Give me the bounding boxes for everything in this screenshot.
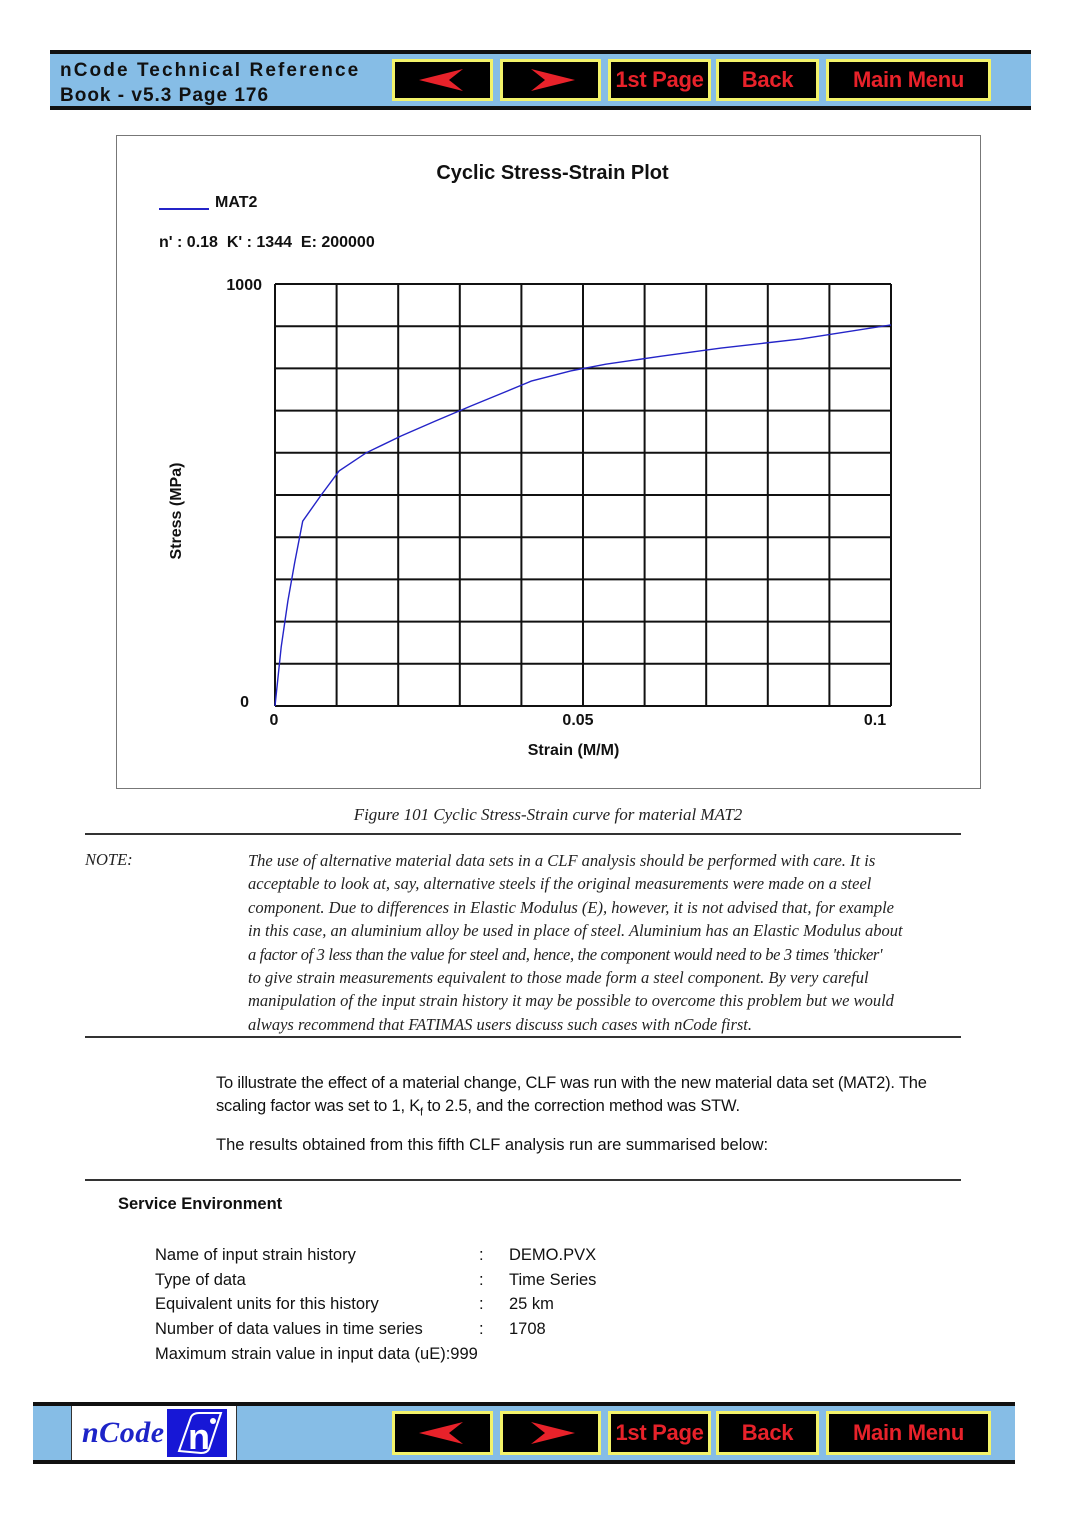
row-key: Equivalent units for this history	[155, 1295, 379, 1314]
next-page-button[interactable]	[500, 59, 601, 101]
service-environment-table	[155, 1243, 596, 1366]
first-page-button[interactable]	[608, 59, 711, 101]
first-page-label: 1st Page	[615, 1420, 704, 1445]
x-tick-mid: 0.05	[562, 712, 594, 729]
logo-wordmark: nCode	[82, 1416, 165, 1449]
intro-line-1: To illustrate the effect of a material change, CLF was run with the new material data set (MAT2). The	[216, 1074, 927, 1092]
main-menu-label: Main Menu	[853, 1420, 964, 1445]
ncode-logo[interactable]	[71, 1406, 237, 1460]
table-row	[155, 1317, 596, 1342]
arrow-left-icon	[417, 69, 469, 91]
chart-figure	[116, 135, 981, 789]
note-line: a factor of 3 less than the value for steel and, hence, the component would need to be 3 times 'thicker'	[248, 944, 883, 964]
note-top-divider	[85, 833, 961, 835]
note-line: component. Due to differences in Elastic Modulus (E), however, it is not advised that, for example	[248, 897, 894, 917]
note-body	[248, 849, 964, 1036]
footer-nav-bar	[33, 1402, 1015, 1464]
header-nav-bar	[50, 50, 1031, 110]
row-value: 1708	[509, 1319, 546, 1338]
note-line: always recommend that FATIMAS users discuss such cases with nCode first.	[248, 1014, 752, 1034]
document-title-line2: Book - v5.3 Page 176	[60, 85, 270, 106]
note-line: The use of alternative material data sets in a CLF analysis should be performed with care. It is	[248, 851, 876, 870]
row-separator: :	[479, 1270, 484, 1289]
main-menu-button-footer[interactable]	[826, 1411, 991, 1455]
arrow-right-icon	[525, 1422, 577, 1444]
row-separator: :	[479, 1245, 484, 1264]
x-tick-zero: 0	[269, 712, 279, 729]
back-label: Back	[741, 1420, 794, 1445]
back-button[interactable]	[716, 59, 819, 101]
note-bottom-divider	[85, 1036, 961, 1038]
y-axis-label: Stress (MPa)	[168, 462, 185, 560]
note-line: to give strain measurements equivalent to those made form a steel component. By very careful	[248, 968, 869, 988]
ncode-n-icon	[167, 1409, 227, 1457]
row-value: DEMO.PVX	[509, 1245, 597, 1264]
legend-label-mat2: MAT2	[215, 194, 258, 211]
main-menu-label: Main Menu	[853, 67, 964, 92]
x-axis-label: Strain (M/M)	[527, 742, 620, 759]
arrow-right-icon	[525, 69, 577, 91]
document-title-line1: nCode Technical Reference	[60, 60, 361, 81]
previous-page-button[interactable]	[392, 59, 493, 101]
arrow-left-icon	[417, 1422, 469, 1444]
row-key: Number of data values in time series	[155, 1319, 423, 1338]
note-label: NOTE:	[85, 850, 133, 869]
previous-page-button-footer[interactable]	[392, 1411, 493, 1455]
figure-caption: Figure 101 Cyclic Stress-Strain curve for material MAT2	[353, 805, 743, 824]
table-row	[155, 1342, 596, 1367]
svg-text:n: n	[187, 1416, 210, 1455]
back-label: Back	[741, 67, 794, 92]
first-page-label: 1st Page	[615, 67, 704, 92]
row-value: 25 km	[509, 1295, 554, 1314]
row-value: Time Series	[509, 1270, 597, 1289]
results-intro-paragraph: The results obtained from this fifth CLF analysis run are summarised below:	[216, 1136, 769, 1154]
service-environment-heading: Service Environment	[118, 1195, 283, 1213]
back-button-footer[interactable]	[716, 1411, 819, 1455]
note-line: manipulation of the input strain history it may be possible to overcome this problem but we would	[248, 991, 894, 1011]
kf-subscript: f	[420, 1106, 423, 1119]
note-line: acceptable to look at, say, alternative steels if the original measurements were made on a steel	[248, 874, 872, 894]
intro-line-2	[216, 1095, 1016, 1124]
document-title	[60, 58, 360, 108]
intro-paragraph	[216, 1072, 1016, 1124]
x-tick-max: 0.1	[863, 712, 887, 729]
table-row	[155, 1292, 596, 1317]
row-separator: :	[479, 1319, 484, 1338]
y-tick-zero: 0	[240, 694, 249, 711]
section-divider	[85, 1179, 961, 1181]
next-page-button-footer[interactable]	[500, 1411, 601, 1455]
y-tick-max: 1000	[226, 277, 262, 294]
row-separator: :	[479, 1295, 484, 1314]
chart-title: Cyclic Stress-Strain Plot	[436, 162, 669, 184]
table-row	[155, 1268, 596, 1293]
intro-line-2a: scaling factor was set to 1, K	[216, 1097, 421, 1115]
row-full-text: Maximum strain value in input data (uE):999	[155, 1344, 478, 1363]
material-parameters: n' : 0.18 K' : 1344 E: 200000	[159, 234, 375, 251]
first-page-button-footer[interactable]	[608, 1411, 711, 1455]
main-menu-button[interactable]	[826, 59, 991, 101]
note-line: in this case, an aluminium alloy be used in place of steel. Aluminium has an Elastic Modulus about	[248, 921, 903, 941]
row-key: Name of input strain history	[155, 1245, 356, 1264]
stress-strain-plot	[117, 136, 982, 790]
intro-line-2b: to 2.5, and the correction method was STW.	[422, 1097, 740, 1115]
row-key: Type of data	[155, 1270, 246, 1289]
table-row	[155, 1243, 596, 1268]
